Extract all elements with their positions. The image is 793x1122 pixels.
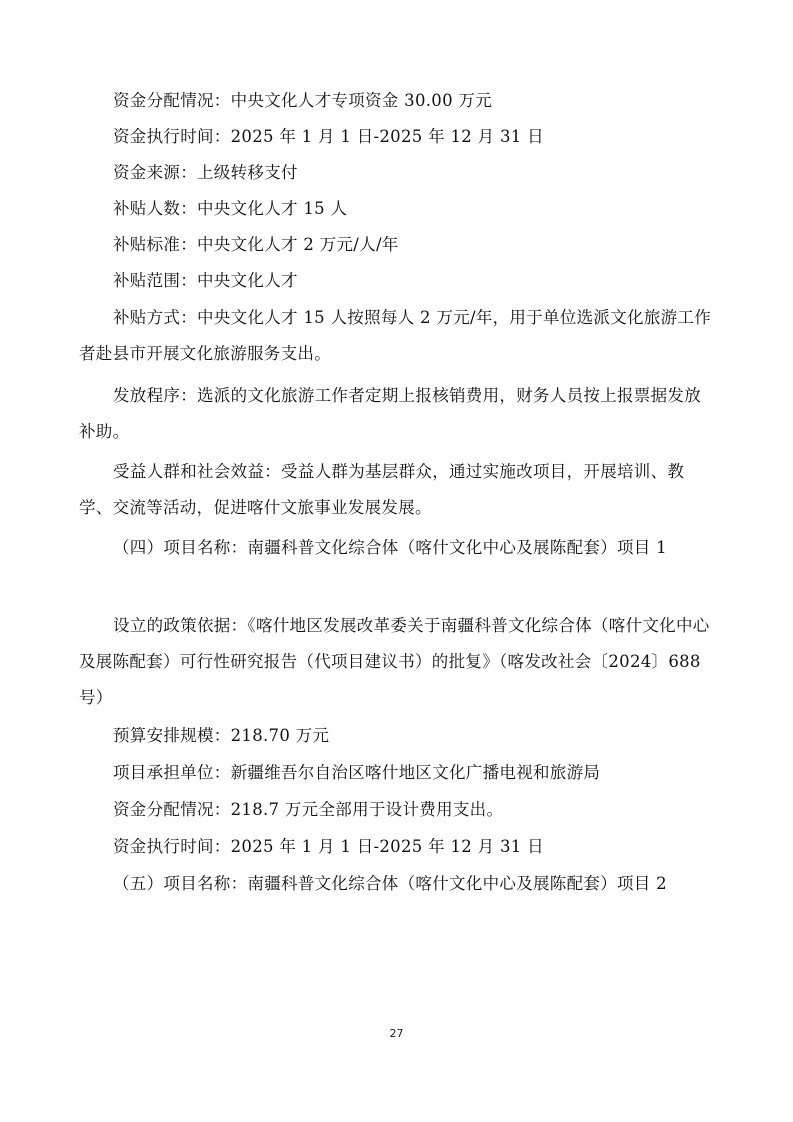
paragraph-beneficiaries: 受益人群和社会效益：受益人群为基层群众，通过实施改项目，开展培训、教学、交流等活动，促进喀什文旅事业发展发展。 xyxy=(79,462,685,517)
page-number: 27 xyxy=(389,1027,404,1040)
heading-project-5: （五）项目名称：南疆科普文化综合体（喀什文化中心及展陈配套）项目 2 xyxy=(113,874,667,893)
paragraph-execution-time: 资金执行时间：2025 年 1 月 1 日-2025 年 12 月 31 日 xyxy=(113,127,544,146)
paragraph-budget-scale: 预算安排规模：218.70 万元 xyxy=(113,726,330,745)
paragraph-subsidy-method: 补贴方式：中央文化人才 15 人按照每人 2 万元/年，用于单位选派文化旅游工作者赴县市开展文化旅游服务支出。 xyxy=(79,308,712,363)
paragraph-fund-source: 资金来源：上级转移支付 xyxy=(113,163,298,182)
paragraph-execution-time-2: 资金执行时间：2025 年 1 月 1 日-2025 年 12 月 31 日 xyxy=(113,837,544,856)
paragraph-responsible-unit: 项目承担单位：新疆维吾尔自治区喀什地区文化广播电视和旅游局 xyxy=(113,763,601,782)
paragraph-subsidy-standard: 补贴标准：中央文化人才 2 万元/人/年 xyxy=(113,235,399,254)
paragraph-policy-basis: 设立的政策依据：《喀什地区发展改革委关于南疆科普文化综合体（喀什文化中心及展陈配套）可行性研究报告（代项目建议书）的批复》（喀发改社会〔2024〕688 号） xyxy=(79,616,710,707)
heading-project-4: （四）项目名称：南疆科普文化综合体（喀什文化中心及展陈配套）项目 1 xyxy=(113,538,667,557)
paragraph-subsidy-count: 补贴人数：中央文化人才 15 人 xyxy=(113,199,348,218)
paragraph-fund-allocation-2: 资金分配情况：218.7 万元全部用于设计费用支出。 xyxy=(113,800,504,819)
paragraph-subsidy-scope: 补贴范围：中央文化人才 xyxy=(113,271,298,290)
paragraph-distribution-procedure: 发放程序：选派的文化旅游工作者定期上报核销费用，财务人员按上报票据发放补助。 xyxy=(79,386,701,441)
paragraph-fund-allocation: 资金分配情况：中央文化人才专项资金 30.00 万元 xyxy=(113,91,493,110)
